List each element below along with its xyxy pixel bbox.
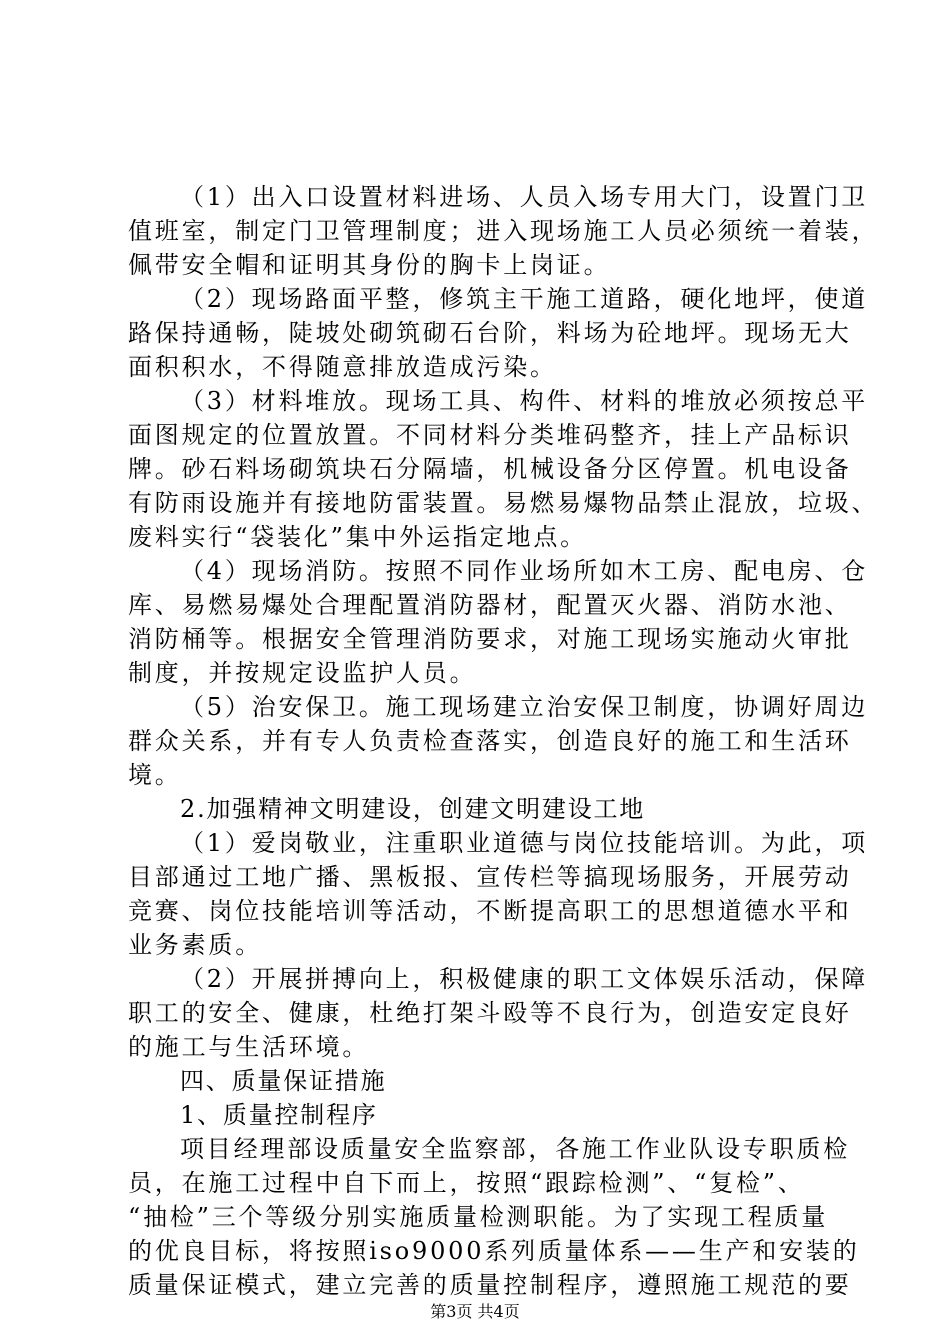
text-line: （5）治安保卫。施工现场建立治安保卫制度，协调好周边	[180, 693, 869, 721]
text-line: “抽检”三个等级分别实施质量检测职能。为了实现工程质量	[128, 1203, 829, 1231]
text-line: （1）爱岗敬业，注重职业道德与岗位技能培训。为此，项	[180, 829, 869, 857]
text-line: （2）开展拼搏向上，积极健康的职工文体娱乐活动，保障	[180, 965, 869, 993]
text-line: 项目经理部设质量安全监察部，各施工作业队设专职质检	[180, 1135, 850, 1163]
section-heading: 四、质量保证措施	[180, 1067, 387, 1095]
text-line: 值班室，制定门卫管理制度；进入现场施工人员必须统一着装，	[128, 217, 879, 245]
text-line: 面积积水，不得随意排放造成污染。	[128, 353, 557, 381]
text-line: 职工的安全、健康，杜绝打架斗殴等不良行为，创造安定良好	[128, 999, 852, 1027]
text-line: 面图规定的位置放置。不同材料分类堆码整齐，挂上产品标识	[128, 421, 852, 449]
text-line: 目部通过工地广播、黑板报、宣传栏等搞现场服务，开展劳动	[128, 863, 852, 891]
text-line: （2）现场路面平整，修筑主干施工道路，硬化地坪，使道	[180, 285, 869, 313]
section-heading: 2.加强精神文明建设，创建文明建设工地	[180, 795, 646, 823]
page-footer: 第3页 共4页	[430, 1302, 520, 1321]
text-line: 消防桶等。根据安全管理消防要求，对施工现场实施动火审批	[128, 625, 852, 653]
text-line: 竞赛、岗位技能培训等活动，不断提高职工的思想道德水平和	[128, 897, 852, 925]
text-line: （3）材料堆放。现场工具、构件、材料的堆放必须按总平	[180, 387, 869, 415]
text-line: 的施工与生活环境。	[128, 1033, 370, 1061]
text-line: （1）出入口设置材料进场、人员入场专用大门，设置门卫	[180, 183, 869, 211]
text-line: 有防雨设施并有接地防雷装置。易燃易爆物品禁止混放，垃圾、	[128, 489, 879, 517]
text-line: 业务素质。	[128, 931, 262, 959]
text-line: 路保持通畅，陡坡处砌筑砌石台阶，料场为砼地坪。现场无大	[128, 319, 852, 347]
text-line: 员，在施工过程中自下而上，按照“跟踪检测”、“复检”、	[128, 1169, 805, 1197]
text-line: （4）现场消防。按照不同作业场所如木工房、配电房、仓	[180, 557, 869, 585]
text-line: 佩带安全帽和证明其身份的胸卡上岗证。	[128, 251, 611, 279]
text-line: 群众关系，并有专人负责检查落实，创造良好的施工和生活环	[128, 727, 852, 755]
text-line: 制度，并按规定设监护人员。	[128, 659, 477, 687]
text-line: 废料实行“袋装化”集中外运指定地点。	[128, 523, 587, 551]
text-line: 牌。砂石料场砌筑块石分隔墙，机械设备分区停置。机电设备	[128, 455, 852, 483]
text-line: 库、易燃易爆处合理配置消防器材，配置灭火器、消防水池、	[128, 591, 852, 619]
subsection-heading: 1、质量控制程序	[180, 1101, 378, 1129]
text-line: 质量保证模式，建立完善的质量控制程序，遵照施工规范的要	[128, 1271, 852, 1299]
text-line: 境。	[128, 761, 182, 789]
text-line: 的优良目标，将按照iso9000系列质量体系——生产和安装的	[128, 1237, 860, 1265]
